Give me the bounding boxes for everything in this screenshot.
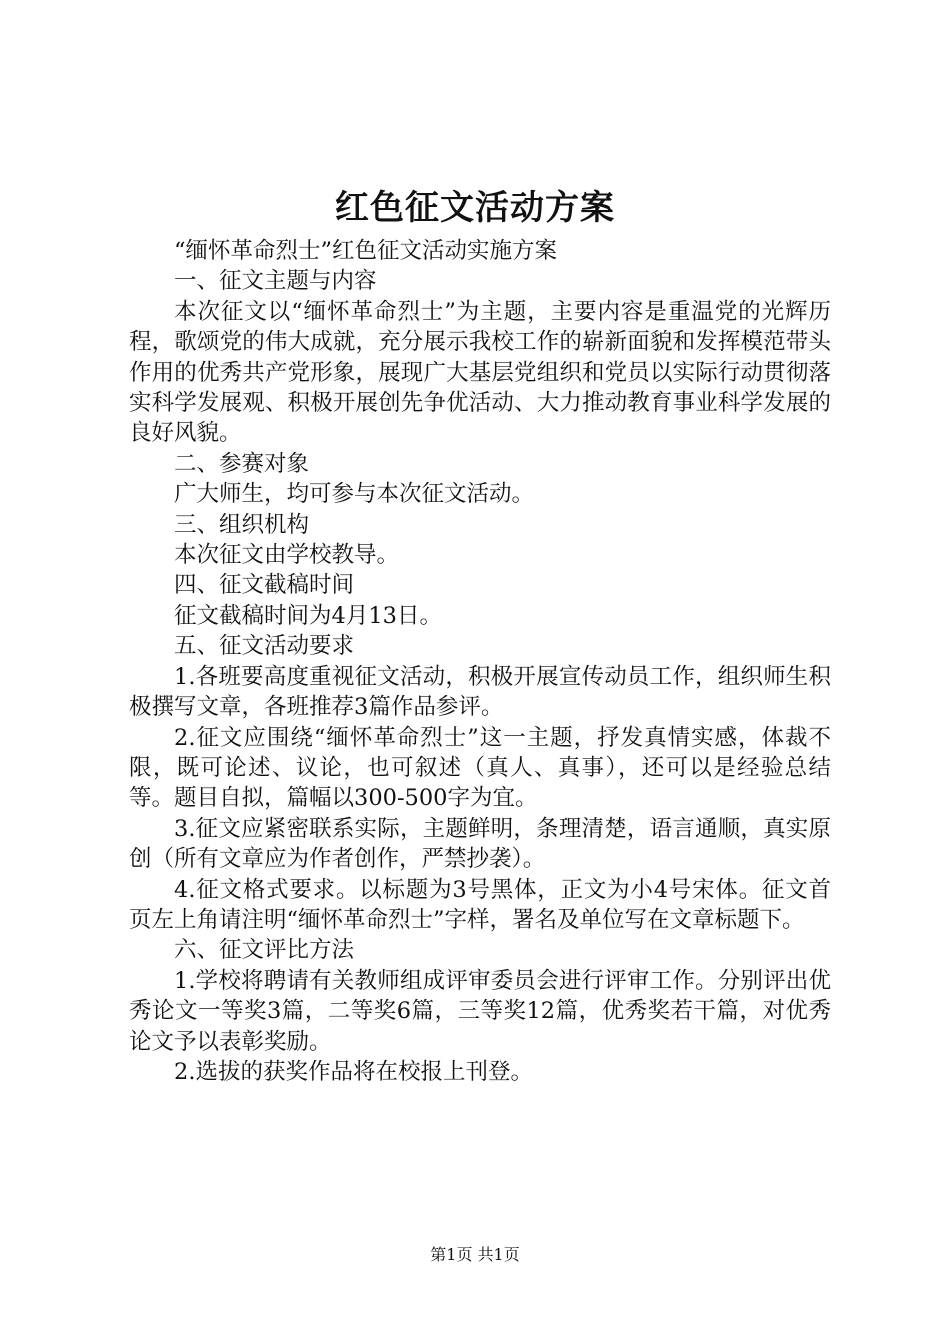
body-paragraph-deadline: 征文截稿时间为4月13日。 — [174, 602, 442, 629]
requirement-item-1: 1.各班要高度重视征文活动，积极开展宣传动员工作，组织师生积极撰写文章，各班推荐3篇作品参评。 — [129, 663, 831, 721]
requirement-item-4: 4.征文格式要求。以标题为3号黑体，正文为小4号宋体。征文首页左上角请注明“缅怀革命烈士”字样，署名及单位写在文章标题下。 — [129, 876, 831, 933]
body-paragraph-organization: 本次征文由学校教导。 — [174, 542, 400, 569]
body-paragraph-theme: 本次征文以“缅怀革命烈士”为主题，主要内容是重温党的光辉历程，歌颂党的伟大成就，充分展示我校工作的崭新面貌和发挥模范带头作用的优秀共产党形象，展现广大基层党组织和党员以实际行动贯彻落实科学发展观、积极开展创先争优活动、大力推动教育事业科学发展的良好风貌。 — [129, 298, 831, 447]
section-heading-theme: 一、征文主题与内容 — [174, 268, 377, 295]
page-footer: 第1页 共1页 — [430, 1245, 520, 1264]
document-body — [129, 236, 831, 1087]
document-title: 红色征文活动方案 — [335, 188, 615, 228]
section-heading-evaluation: 六、征文评比方法 — [174, 937, 355, 964]
section-heading-requirements: 五、征文活动要求 — [174, 633, 355, 660]
requirement-item-2: 2.征文应围绕“缅怀革命烈士”这一主题，抒发真情实感，体裁不限，既可论述、议论，也可叙述（真人、真事），还可以是经验总结等。题目自拟，篇幅以300-500字为宜。 — [129, 724, 831, 812]
evaluation-item-1: 1.学校将聘请有关教师组成评审委员会进行评审工作。分别评出优秀论文一等奖3篇，二等奖6篇，三等奖12篇，优秀奖若干篇，对优秀论文予以表彰奖励。 — [129, 967, 831, 1055]
evaluation-item-2: 2.选拔的获奖作品将在校报上刊登。 — [174, 1058, 533, 1085]
section-heading-organization: 三、组织机构 — [174, 511, 310, 538]
body-paragraph-participants: 广大师生，均可参与本次征文活动。 — [174, 481, 535, 508]
section-heading-deadline: 四、征文截稿时间 — [174, 572, 355, 599]
requirement-item-3: 3.征文应紧密联系实际，主题鲜明，条理清楚，语言通顺，真实原创（所有文章应为作者创作，严禁抄袭）。 — [129, 815, 831, 873]
subtitle-paragraph: “缅怀革命烈士”红色征文活动实施方案 — [174, 238, 558, 264]
section-heading-participants: 二、参赛对象 — [174, 450, 310, 477]
